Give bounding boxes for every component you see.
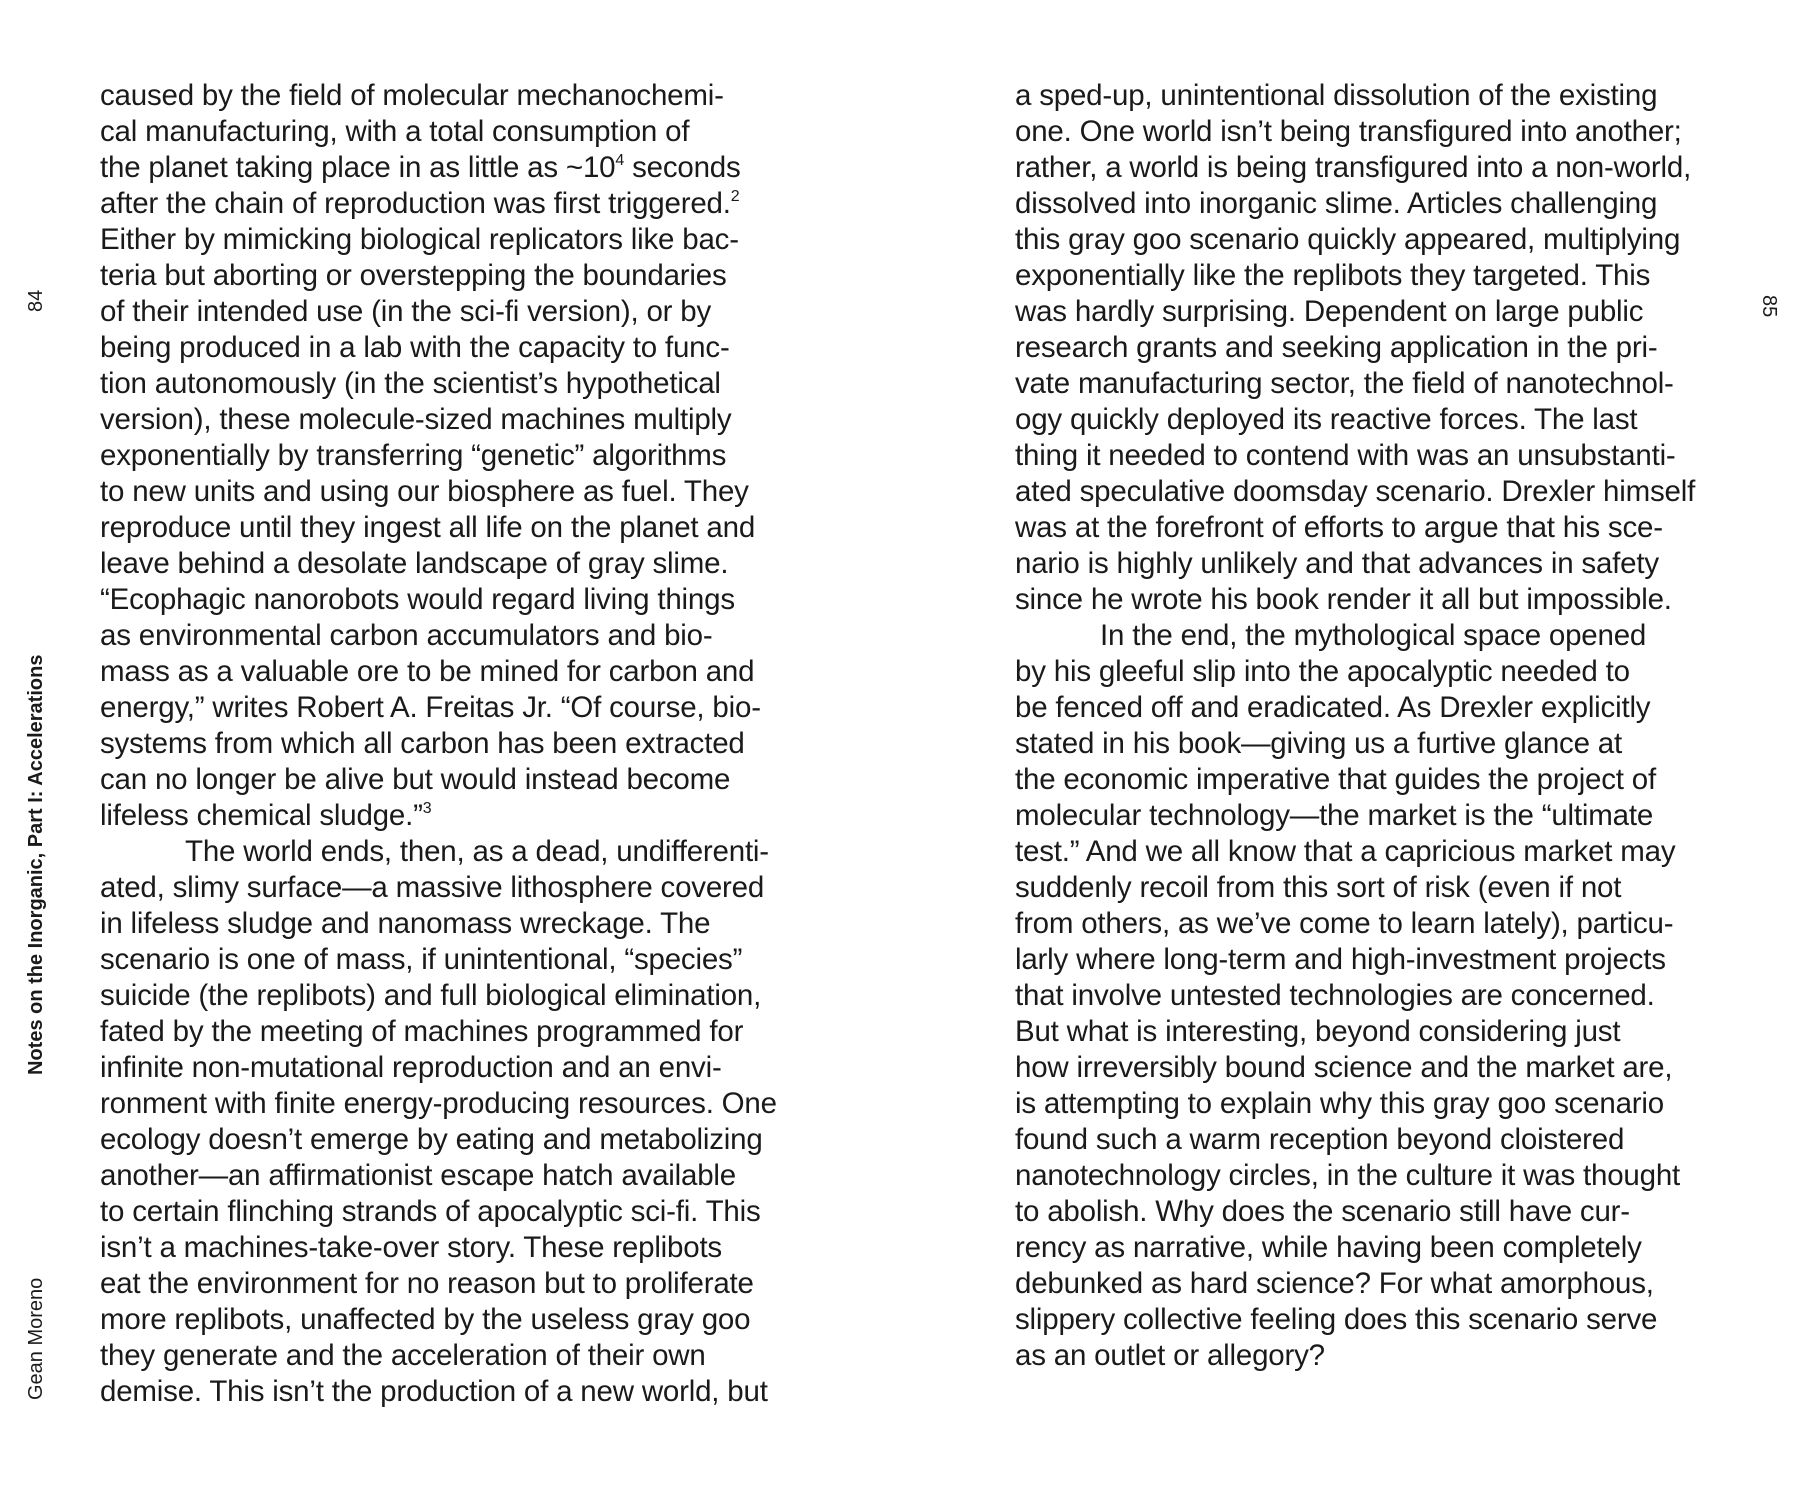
text-line: exponentially by transferring “genetic” algorithms (100, 439, 727, 472)
text-line: systems from which all carbon has been extracted (100, 727, 745, 760)
text-line: that involve untested technologies are concerned. (1015, 979, 1655, 1012)
text-line: rather, a world is being transfigured into a non-world, (1015, 151, 1692, 184)
text-line: to new units and using our biosphere as fuel. They (100, 475, 749, 508)
text-line: debunked as hard science? For what amorphous, (1015, 1267, 1654, 1300)
text-line: cal manufacturing, with a total consumption of (100, 115, 690, 148)
text-line (100, 186, 840, 222)
paragraph-start-line: In the end, the mythological space opened (1100, 619, 1647, 652)
text-line: leave behind a desolate landscape of gray slime. (100, 547, 729, 580)
text-line: nanotechnology circles, in the culture it was thought (1015, 1159, 1681, 1192)
text-line: stated in his book—giving us a furtive glance at (1015, 727, 1622, 760)
text-line: more replibots, unaffected by the useless gray goo (100, 1303, 751, 1336)
text-line: suddenly recoil from this sort of risk (even if not (1015, 871, 1622, 904)
text-line: Either by mimicking biological replicators like bac- (100, 223, 739, 256)
paragraph-start-line: The world ends, then, as a dead, undifferenti- (185, 835, 769, 868)
text-line: ecology doesn’t emerge by eating and metabolizing (100, 1123, 763, 1156)
text-line: being produced in a lab with the capacity to func- (100, 331, 730, 364)
text-line: reproduce until they ingest all life on the planet and (100, 511, 756, 544)
text-line: can no longer be alive but would instead become (100, 763, 731, 796)
text-line: mass as a valuable ore to be mined for carbon and (100, 655, 755, 688)
text-line: found such a warm reception beyond cloistered (1015, 1123, 1625, 1156)
text-line: by his gleeful slip into the apocalyptic needed to (1015, 655, 1630, 688)
text-line: infinite non-mutational reproduction and an envi- (100, 1051, 722, 1084)
text-line: isn’t a machines-take-over story. These replibots (100, 1231, 722, 1264)
text-line: how irreversibly bound science and the market are, (1015, 1051, 1673, 1084)
text-line: be fenced off and eradicated. As Drexler explicitly (1015, 691, 1651, 724)
author-name: Gean Moreno (25, 1277, 47, 1400)
text-line: vate manufacturing sector, the field of nanotechnol- (1015, 367, 1674, 400)
text-line: demise. This isn’t the production of a new world, but (100, 1375, 768, 1408)
exponent: 4 (615, 152, 625, 169)
text-line: tion autonomously (in the scientist’s hypothetical (100, 367, 721, 400)
text-line: But what is interesting, beyond considering just (1015, 1015, 1621, 1048)
text-line: larly where long-term and high-investment projects (1015, 943, 1666, 976)
text-line-content: after the chain of reproduction was first triggered. (100, 187, 731, 220)
text-line: from others, as we’ve come to learn lately), particu- (1015, 907, 1674, 940)
text-line: research grants and seeking application in the pri- (1015, 331, 1658, 364)
footnote-marker-2: 2 (730, 188, 740, 205)
text-line: exponentially like the replibots they targeted. This (1015, 259, 1651, 292)
text-line: since he wrote his book render it all but impossible. (1015, 583, 1672, 616)
right-text-column (1015, 78, 1755, 1374)
text-line: of their intended use (in the sci-fi version), or by (100, 295, 712, 328)
text-line: was hardly surprising. Dependent on large public (1015, 295, 1644, 328)
text-line-content: lifeless chemical sludge.” (100, 799, 423, 832)
text-line: test.” And we all know that a capricious market may (1015, 835, 1676, 868)
text-line: one. One world isn’t being transfigured into another; (1015, 115, 1682, 148)
text-line: the economic imperative that guides the project of (1015, 763, 1657, 796)
text-line: teria but aborting or overstepping the boundaries (100, 259, 727, 292)
text-line: to abolish. Why does the scenario still have cur- (1015, 1195, 1630, 1228)
text-line: molecular technology—the market is the “ultimate (1015, 799, 1654, 832)
text-line: to certain flinching strands of apocalyptic sci-fi. This (100, 1195, 761, 1228)
text-line: dissolved into inorganic slime. Articles challenging (1015, 187, 1658, 220)
text-line: caused by the field of molecular mechanochemi- (100, 79, 724, 112)
text-line (100, 798, 840, 834)
text-line: “Ecophagic nanorobots would regard living things (100, 583, 735, 616)
text-line: as environmental carbon accumulators and bio- (100, 619, 713, 652)
text-line (100, 150, 840, 186)
text-line: as an outlet or allegory? (1015, 1339, 1325, 1372)
text-line: ronment with finite energy-producing resources. One (100, 1087, 777, 1120)
right-page (910, 0, 1820, 1500)
text-line: ated speculative doomsday scenario. Drexler himself (1015, 475, 1696, 508)
text-line: suicide (the replibots) and full biological elimination, (100, 979, 762, 1012)
text-line: slippery collective feeling does this scenario serve (1015, 1303, 1658, 1336)
text-line: version), these molecule-sized machines multiply (100, 403, 732, 436)
page-number-left: 84 (25, 289, 47, 312)
text-line: a sped-up, unintentional dissolution of the existing (1015, 79, 1658, 112)
text-line: nario is highly unlikely and that advances in safety (1015, 547, 1659, 580)
text-line: was at the forefront of efforts to argue that his sce- (1015, 511, 1663, 544)
text-line: another—an affirmationist escape hatch available (100, 1159, 736, 1192)
text-line: is attempting to explain why this gray goo scenario (1015, 1087, 1664, 1120)
running-title: Notes on the Inorganic, Part I: Accelerations (25, 654, 47, 1075)
text-line: thing it needed to contend with was an unsubstanti- (1015, 439, 1676, 472)
left-text-column (100, 78, 840, 1410)
text-line: ogy quickly deployed its reactive forces. The last (1015, 403, 1638, 436)
text-line: they generate and the acceleration of their own (100, 1339, 706, 1372)
text-line-end: seconds (624, 151, 741, 184)
text-line: ated, slimy surface—a massive lithosphere covered (100, 871, 765, 904)
text-line: energy,” writes Robert A. Freitas Jr. “Of course, bio- (100, 691, 761, 724)
text-line: scenario is one of mass, if unintentional, “species” (100, 943, 743, 976)
text-line: rency as narrative, while having been completely (1015, 1231, 1642, 1264)
text-line: this gray goo scenario quickly appeared, multiplying (1015, 223, 1681, 256)
footnote-marker-3: 3 (422, 800, 432, 817)
page-number-right: 85 (1758, 295, 1780, 318)
text-line-start: the planet taking place in as little as ~10 (100, 151, 616, 184)
text-line: eat the environment for no reason but to proliferate (100, 1267, 754, 1300)
text-line: fated by the meeting of machines programmed for (100, 1015, 744, 1048)
text-line: in lifeless sludge and nanomass wreckage. The (100, 907, 711, 940)
